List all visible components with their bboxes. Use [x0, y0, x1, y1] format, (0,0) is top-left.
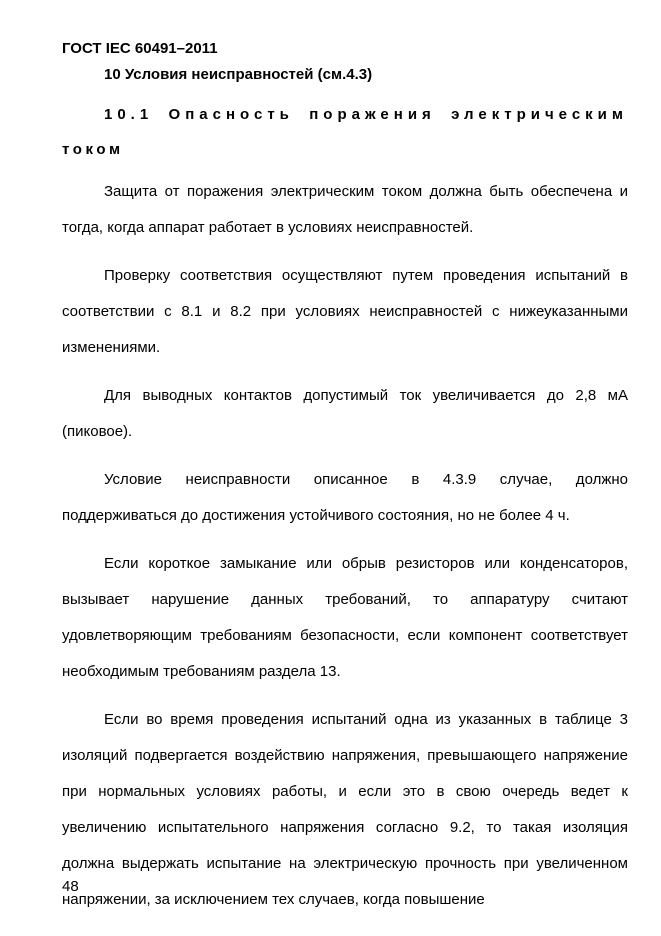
- paragraph: Если во время проведения испытаний одна из указанных в таблице 3 изоляций подвергается воздействию напряжения, превышающего напряжение при нормальных условиях работы, и если это в свою очередь ведет к увеличению испытательного напряжения согласно 9.2, то такая изоляция должна выдержать испытание на электрическую прочность при увеличенном напряжении, за исключением тех случаев, когда повышение: [62, 711, 628, 908]
- paragraph: Защита от поражения электрическим током должна быть обеспечена и тогда, когда аппарат работает в условиях неисправностей.: [62, 183, 628, 236]
- body-text: [62, 174, 628, 930]
- paragraph: Условие неисправности описанное в 4.3.9 случае, должно поддерживаться до достижения устойчивого состояния, но не более 4 ч.: [62, 471, 628, 524]
- paragraph: Для выводных контактов допустимый ток увеличивается до 2,8 мА (пиковое).: [62, 387, 628, 440]
- document-standard-code: ГОСТ IEC 60491–2011: [62, 40, 218, 57]
- subsection-word: поражения: [309, 106, 436, 123]
- paragraph: Проверку соответствия осуществляют путем проведения испытаний в соответствии с 8.1 и 8.2 при условиях неисправностей с нижеуказанными изменениями.: [62, 267, 628, 356]
- page-number: 48: [62, 878, 79, 895]
- subsection-title: [62, 106, 628, 158]
- section-title: 10 Условия неисправностей (см.4.3): [104, 66, 373, 83]
- subsection-word: Опасность: [168, 106, 294, 123]
- subsection-number: 10.1: [104, 106, 154, 123]
- subsection-title-continuation: током: [62, 141, 124, 158]
- subsection-word: электрическим: [451, 106, 628, 123]
- paragraph: Если короткое замыкание или обрыв резисторов или конденсаторов, вызывает нарушение данных требований, то аппаратуру считают удовлетворяющим требованиям безопасности, если компонент соответствует необходимым требованиям раздела 13.: [62, 555, 628, 680]
